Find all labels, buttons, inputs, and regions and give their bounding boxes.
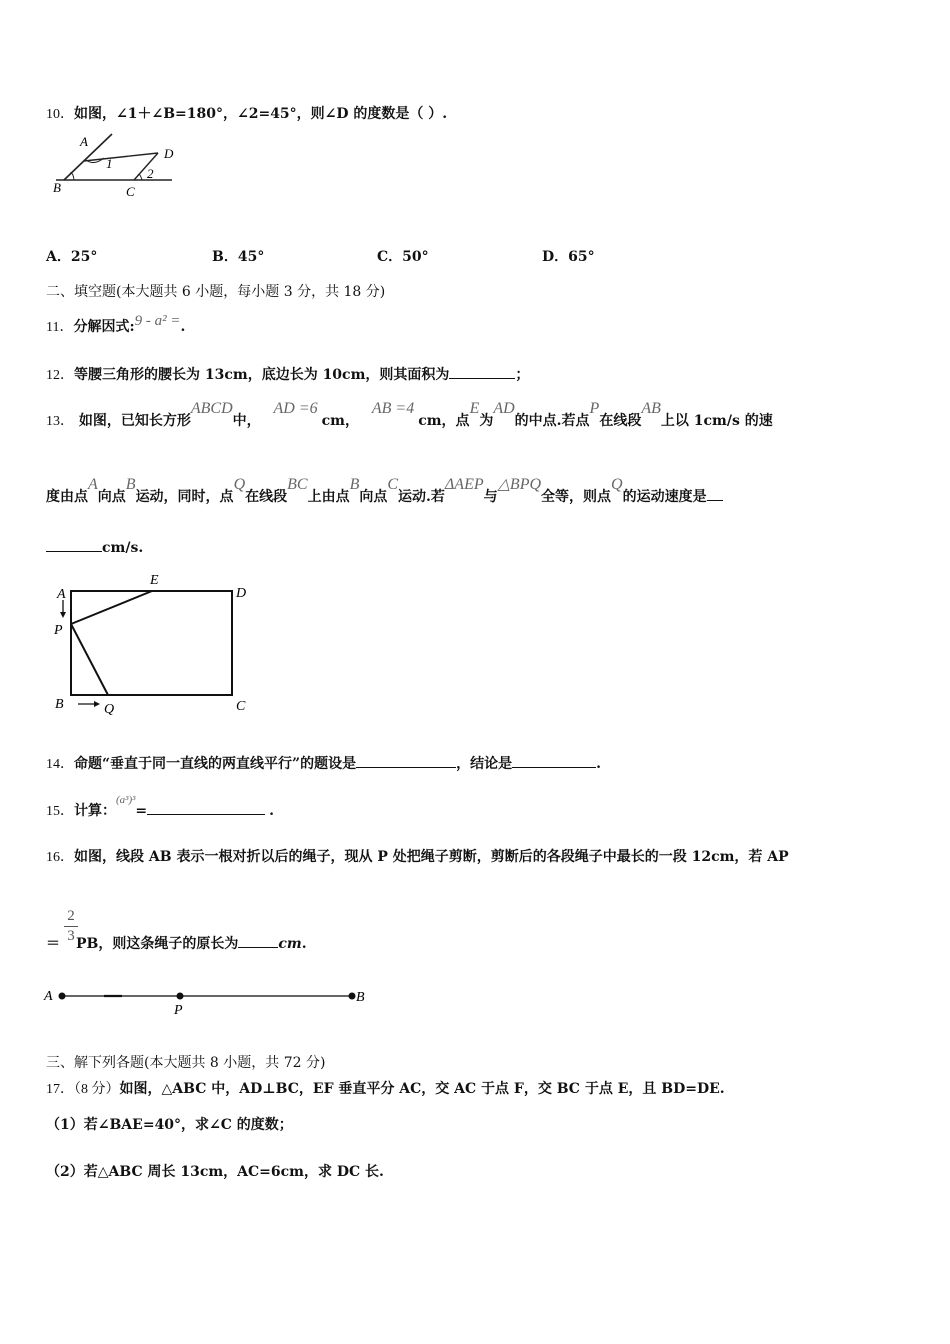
point-p [177, 993, 184, 1000]
question-17-part-2: （2）若△ABC 周长 13cm，AC=6cm，求 DC 长. [46, 1164, 384, 1180]
answer-blank[interactable] [147, 800, 265, 815]
section-2-title: 二、填空题(本大题共 6 小题，每小题 3 分，共 18 分) [46, 284, 386, 300]
answer-blank[interactable] [238, 933, 278, 948]
option-a: A．25° [46, 249, 98, 265]
rectangle-abcd [71, 591, 232, 695]
question-16-line-1: 16．如图，线段 AB 表示一根对折以后的绳子，现从 P 处把绳子剪断，剪断后的各段绳子中最长的一段 12cm，若 AP [46, 849, 789, 865]
label-b: B [55, 697, 64, 712]
question-number: 10． [46, 107, 74, 122]
answer-blank-start[interactable] [707, 486, 723, 501]
segment-pq [71, 624, 108, 695]
answer-blank-end[interactable] [46, 537, 102, 552]
question-13-line-1: 13． 如图，已知长方形ABCD中， AD =6cm， AB =4cm，点E为AD的中点.若点P在线段AB上以 1cm/s 的速 [46, 400, 773, 429]
question-17-stem: 17．（8 分）如图，△ABC 中，AD⊥BC，EF 垂直平分 AC，交 AC 于点 F，交 BC 于点 E，且 BD=DE. [46, 1081, 725, 1097]
label-q: Q [104, 702, 115, 717]
rope-figure [40, 982, 380, 1024]
question-11: 11．分解因式:9 - a² =. [46, 313, 186, 335]
label-a: A [44, 989, 53, 1004]
segment-pe [71, 591, 152, 624]
question-10-stem: 10．如图，∠1＋∠B=180°，∠2=45°，则∠D 的度数是（ ）. [46, 106, 448, 122]
label-2: 2 [147, 166, 154, 181]
parallelogram-figure [50, 128, 180, 203]
question-14: 14．命题“垂直于同一直线的两直线平行”的题设是 ，结论是 . [46, 753, 601, 773]
label-p: P [174, 1003, 183, 1018]
label-d: D [236, 586, 247, 601]
label-c: C [236, 699, 246, 714]
label-p: P [54, 623, 63, 638]
answer-blank[interactable] [449, 364, 515, 379]
question-16-line-2: ＝ PB，则这条绳子的原长为 cm. [46, 933, 307, 953]
math-expression: 9 - a² = [134, 313, 181, 329]
label-e: E [150, 573, 159, 588]
option-d: D．65° [542, 249, 595, 265]
arrow-b-to-q-head [94, 701, 100, 707]
label-b: B [53, 180, 61, 195]
question-17-part-1: （1）若∠BAE=40°，求∠C 的度数； [46, 1117, 293, 1133]
question-12: 12．等腰三角形的腰长为 13cm，底边长为 10cm，则其面积为 ； [46, 364, 529, 384]
point-b [349, 993, 356, 1000]
option-b: B．45° [212, 249, 265, 265]
arrow-a-to-p-head [60, 612, 66, 618]
rectangle-figure [50, 570, 260, 718]
question-15: 15．计算：$^{(a^3)^3}$= . [46, 794, 275, 819]
section-3-title: 三、解下列各题(本大题共 8 小题，共 72 分) [46, 1055, 326, 1071]
label-d: D [164, 146, 174, 161]
label-b: B [356, 990, 365, 1005]
option-c: C．50° [377, 249, 429, 265]
point-a [59, 993, 66, 1000]
question-13-line-2: 度由点A向点B运动，同时，点Q在线段BC上由点B向点C运动.若ΔAEP与△BPQ全等，则点Q的运动速度是 [46, 486, 723, 506]
math-expression: (a³)³ [116, 794, 136, 806]
premise-blank[interactable] [356, 753, 456, 768]
fraction-numerator: 2 [67, 908, 75, 924]
conclusion-blank[interactable] [512, 753, 596, 768]
label-a: A [57, 587, 66, 602]
label-1: 1 [106, 156, 113, 171]
line-dc [134, 153, 158, 180]
fraction-denominator: 3 [64, 926, 78, 946]
question-13-line-3: cm/s. [46, 537, 143, 556]
label-c: C [126, 184, 135, 199]
line-ad [84, 153, 158, 161]
label-a: A [80, 134, 88, 149]
